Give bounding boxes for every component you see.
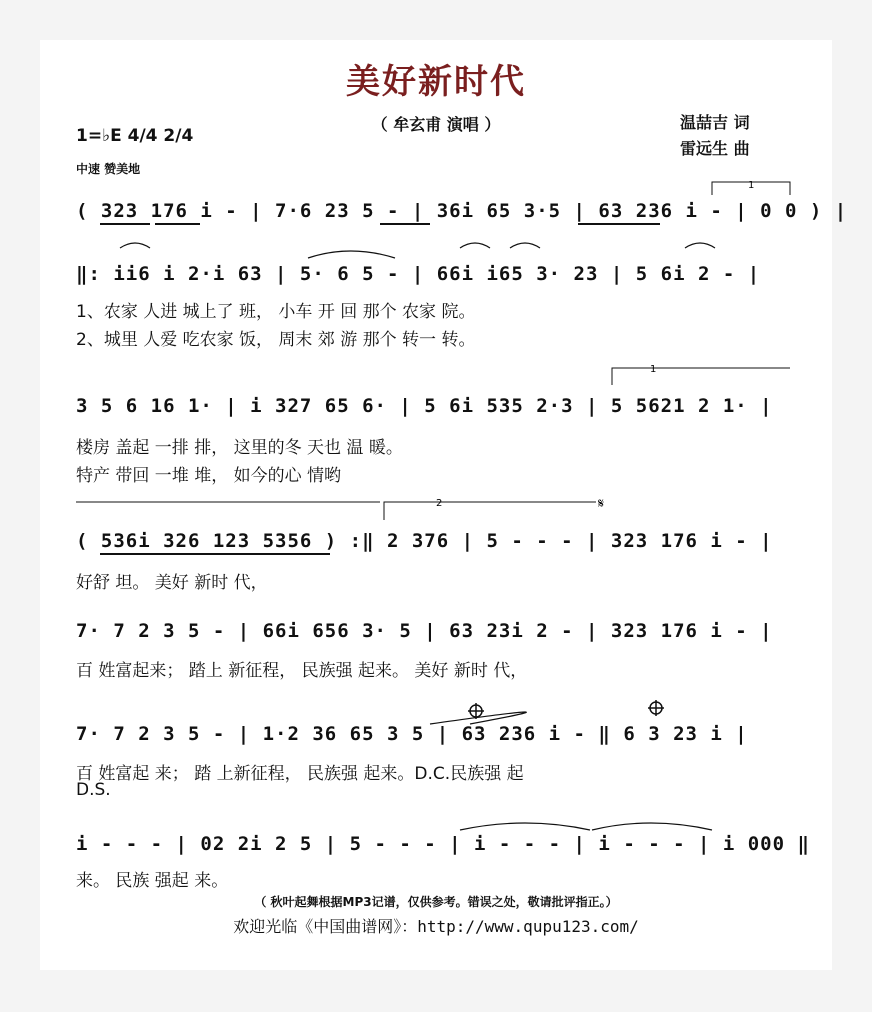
- lyric-line: 1、农家 人进 城上了 班， 小车 开 回 那个 农家 院。: [76, 302, 476, 322]
- notation-row: 3 5 6 16 1· | i 327 65 6· | 5 6i 535 2·3 | 5 5621 2 1· |: [76, 395, 773, 417]
- notation-row: 7· 7 2 3 5 - | 66i 656 3· 5 | 63 23i 2 - | 323 176 i - |: [76, 620, 773, 642]
- lyric-line: 百 姓富起来； 踏上 新征程， 民族强 起来。 美好 新时 代，: [76, 661, 528, 681]
- volta-number: 1: [748, 180, 755, 191]
- notation-row: i - - - | 02 2i 2 5 | 5 - - - | i - - - | i - - - | i 000 ‖: [76, 833, 810, 855]
- lyric-line: 楼房 盖起 一排 排， 这里的冬 天也 温 暖。: [76, 438, 403, 458]
- key-signature: 1=♭E 4/4 2/4: [76, 126, 194, 146]
- coda-icon: [648, 700, 664, 716]
- lyric-line: 来。 民族 强起 来。: [76, 871, 229, 891]
- tempo-marking: 中速 赞美地: [76, 162, 141, 176]
- notation-row: ‖: ii6 i 2·i 63 | 5· 6 5 - | 66i i65 3· 23 | 5 6i 2 - |: [76, 263, 761, 285]
- site-credit: 欢迎光临《中国曲谱网》：http://www.qupu123.com/: [233, 917, 639, 936]
- composer-credit: 雷远生 曲: [680, 139, 750, 158]
- notation-row: ( 536i 326 123 5356 ) :‖ 2 376 | 5 - - - | 323 176 i - |: [76, 530, 773, 552]
- song-title: 美好新时代: [346, 62, 526, 102]
- volta-number: 2: [436, 498, 443, 509]
- volta-bracket: [612, 368, 790, 385]
- volta-number: 1: [650, 364, 657, 375]
- lyric-line: 特产 带回 一堆 堆， 如今的心 情哟: [76, 466, 342, 486]
- svg-text:𝄋: 𝄋: [598, 496, 605, 512]
- volta-bracket: [384, 502, 596, 520]
- notation-row: 7· 7 2 3 5 - | 1·2 36 65 3 5 | 63 236 i - ‖ 6 3 23 i |: [76, 723, 748, 745]
- lyricist-credit: 温喆吉 词: [680, 113, 750, 132]
- lyric-line: 百 姓富起 来； 踏 上新征程， 民族强 起来。D.C.民族强 起: [76, 764, 524, 784]
- transcriber-note: （ 秋叶起舞根据MP3记谱，仅供参考。错误之处，敬请批评指正。）: [254, 895, 618, 909]
- lyric-line: 2、城里 人爱 吃农家 饭， 周末 郊 游 那个 转一 转。: [76, 330, 476, 350]
- singer-credit: （ 牟玄甫 演唱 ）: [371, 115, 501, 134]
- lyric-line: 好舒 坦。 美好 新时 代，: [76, 573, 268, 593]
- lyric-line: D.S.: [76, 780, 111, 800]
- notation-row: ( 323 176 i - | 7·6 23 5 - | 36i 65 3·5 | 63 236 i - | 0 0 ) |: [76, 200, 848, 222]
